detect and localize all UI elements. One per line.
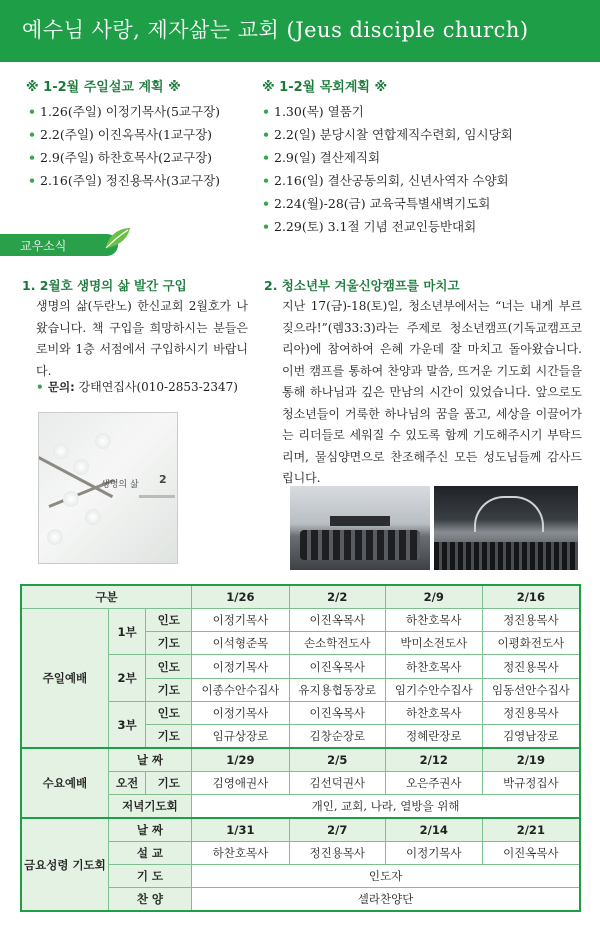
table-cell: 하찬호목사 bbox=[385, 701, 482, 724]
list-item: • 2.16(일) 결산공동의회, 신년사역자 수양회 bbox=[262, 169, 513, 192]
news-item1-contact bbox=[36, 378, 238, 395]
table-cell: 박미소전도사 bbox=[385, 632, 482, 655]
table-row bbox=[21, 818, 580, 841]
pastoral-plan-title: ※ 1-2월 목회계획 ※ bbox=[262, 80, 388, 95]
worship-schedule-table bbox=[20, 584, 581, 912]
service-name: 1부 bbox=[108, 608, 146, 655]
header-date: 2/9 bbox=[385, 585, 482, 608]
evening-text: 개인, 교회, 나라, 열방을 위해 bbox=[192, 795, 580, 818]
list-item: • 2.16(주일) 정진용목사(3교구장) bbox=[28, 169, 220, 192]
table-cell: 이정기목사 bbox=[385, 841, 482, 864]
table-cell: 이진옥목사 bbox=[289, 608, 385, 631]
table-cell: 이정기목사 bbox=[192, 608, 290, 631]
magazine-cover-image bbox=[38, 412, 178, 564]
date-label: 날 짜 bbox=[108, 818, 191, 841]
table-cell: 이평화전도사 bbox=[482, 632, 580, 655]
photo-banner-shape bbox=[330, 516, 390, 526]
table-cell: 정진용목사 bbox=[482, 701, 580, 724]
table-cell: 정진용목사 bbox=[289, 841, 385, 864]
morning-label: 오전 bbox=[108, 771, 146, 794]
table-cell: 김창순장로 bbox=[289, 725, 385, 748]
table-row bbox=[21, 748, 580, 771]
blossom-shape bbox=[47, 529, 63, 545]
list-item: • 2.2(주일) 이진옥목사(1교구장) bbox=[28, 123, 220, 146]
table-cell: 손소학전도사 bbox=[289, 632, 385, 655]
table-cell: 하찬호목사 bbox=[192, 841, 290, 864]
sermon-plan-title: ※ 1-2월 주일설교 계획 ※ bbox=[26, 80, 181, 95]
wednesday-date: 1/29 bbox=[192, 748, 290, 771]
role-label: 기도 bbox=[146, 725, 192, 748]
table-cell: 이정기목사 bbox=[192, 701, 290, 724]
header-date: 2/2 bbox=[289, 585, 385, 608]
blossom-shape bbox=[63, 491, 79, 507]
table-cell: 박규정집사 bbox=[482, 771, 580, 794]
table-cell: 임동선안수집사 bbox=[482, 678, 580, 701]
evening-label: 저녁기도회 bbox=[108, 795, 191, 818]
friday-label: 금요성령 기도회 bbox=[21, 818, 108, 911]
news-banner bbox=[0, 234, 118, 256]
list-item: • 2.29(토) 3.1절 기념 전교인등반대회 bbox=[262, 215, 513, 238]
news-item2-title: 2. 청소년부 겨울신앙캠프를 마치고 bbox=[264, 278, 460, 293]
list-item: • 1.30(목) 열품기 bbox=[262, 100, 513, 123]
news-item1-title: 1. 2월호 생명의 삶 발간 구입 bbox=[22, 278, 187, 293]
blossom-shape bbox=[95, 433, 111, 449]
blossom-shape bbox=[53, 443, 69, 459]
role-label: 기도 bbox=[146, 632, 192, 655]
praise-text: 셀라찬양단 bbox=[192, 888, 580, 911]
header-date: 1/26 bbox=[192, 585, 290, 608]
header-category: 구분 bbox=[21, 585, 192, 608]
photo-people-shape bbox=[300, 530, 420, 560]
church-title: 예수님 사랑, 제자삶는 교회 (Jeus disciple church) bbox=[22, 18, 529, 42]
list-item: • 2.9(주일) 하찬호목사(2교구장) bbox=[28, 146, 220, 169]
table-cell: 이석형준목 bbox=[192, 632, 290, 655]
table-cell: 이진옥목사 bbox=[289, 701, 385, 724]
friday-date: 2/21 bbox=[482, 818, 580, 841]
table-cell: 하찬호목사 bbox=[385, 608, 482, 631]
date-label: 날 짜 bbox=[108, 748, 191, 771]
table-cell: 오은주권사 bbox=[385, 771, 482, 794]
table-cell: 이정기목사 bbox=[192, 655, 290, 678]
camp-group-photo bbox=[290, 486, 430, 570]
friday-date: 2/7 bbox=[289, 818, 385, 841]
header-date: 2/16 bbox=[482, 585, 580, 608]
magazine-issue: 2 bbox=[159, 473, 167, 486]
photo-stage-shape bbox=[474, 496, 544, 532]
contact-label: 문의: bbox=[47, 380, 75, 394]
role-label: 인도 bbox=[146, 608, 192, 631]
sermon-plan-list bbox=[28, 100, 220, 192]
magazine-rule bbox=[139, 495, 175, 498]
praise-label: 찬 양 bbox=[108, 888, 191, 911]
table-cell: 김영애권사 bbox=[192, 771, 290, 794]
table-cell: 이종수안수집사 bbox=[192, 678, 290, 701]
prayer-text: 인도자 bbox=[192, 865, 580, 888]
table-cell: 김영남장로 bbox=[482, 725, 580, 748]
news-label: 교우소식 bbox=[20, 239, 67, 253]
table-cell: 정혜란장로 bbox=[385, 725, 482, 748]
list-item: • 2.2(일) 분당시찰 연합제직수련회, 임시당회 bbox=[262, 123, 513, 146]
service-name: 3부 bbox=[108, 701, 146, 748]
header-banner bbox=[0, 0, 600, 62]
table-cell: 이진옥목사 bbox=[482, 841, 580, 864]
role-label: 기도 bbox=[146, 678, 192, 701]
role-label: 인도 bbox=[146, 655, 192, 678]
wednesday-label: 수요예배 bbox=[21, 748, 108, 818]
blossom-shape bbox=[85, 509, 101, 525]
table-cell: 정진용목사 bbox=[482, 608, 580, 631]
table-cell: 유지용협동장로 bbox=[289, 678, 385, 701]
sunday-label: 주일예배 bbox=[21, 608, 108, 748]
prayer-label: 기 도 bbox=[108, 865, 191, 888]
bullet-icon: • bbox=[36, 380, 48, 394]
table-row bbox=[21, 608, 580, 631]
list-item: • 2.24(월)-28(금) 교육국특별새벽기도회 bbox=[262, 192, 513, 215]
service-name: 2부 bbox=[108, 655, 146, 702]
friday-date: 1/31 bbox=[192, 818, 290, 841]
table-cell: 정진용목사 bbox=[482, 655, 580, 678]
pastoral-plan-list bbox=[262, 100, 513, 238]
blossom-shape bbox=[73, 459, 89, 475]
sermon-label: 설 교 bbox=[108, 841, 191, 864]
role-label: 기도 bbox=[146, 771, 192, 794]
table-cell: 김선덕권사 bbox=[289, 771, 385, 794]
news-item2-body: 지난 17(금)-18(토)일, 청소년부에서는 “너는 내게 부르짖으라!”(렘33:3)라는 주제로 청소년캠프(기독교캠프코리아)에 참여하여 은혜 가운데 잘 마치고 돌아왔습니다. 이번 캠프를 통하여 찬양과 말씀, 뜨거운 기도회 시간들을 통해 하나님과 깊은 만남의 시간이 있었습니다. 앞으로도 청소년들이 거룩한 하나님의 꿈을 품고, 세상을 이끌어가는 리더들로 세워질 수 있도록 함께 기도해주시기 부탁드리며, 물심양면으로 찬조해주신 모든 성도님들께 감사드립니다. bbox=[282, 299, 582, 485]
list-item: • 1.26(주일) 이정기목사(5교구장) bbox=[28, 100, 220, 123]
list-item: • 2.9(일) 결산제직회 bbox=[262, 146, 513, 169]
friday-date: 2/14 bbox=[385, 818, 482, 841]
leaf-icon bbox=[104, 226, 132, 250]
role-label: 인도 bbox=[146, 701, 192, 724]
news-item1-body: 생명의 삶(두란노) 한신교회 2월호가 나왔습니다. 책 구입을 희망하시는 분들은 로비와 1층 서점에서 구입하시기 바랍니다. bbox=[36, 299, 248, 378]
wednesday-date: 2/12 bbox=[385, 748, 482, 771]
wednesday-date: 2/5 bbox=[289, 748, 385, 771]
camp-stage-photo bbox=[434, 486, 578, 570]
table-cell: 임기수안수집사 bbox=[385, 678, 482, 701]
photo-crowd-shape bbox=[434, 542, 578, 570]
table-cell: 하찬호목사 bbox=[385, 655, 482, 678]
table-cell: 임규상장로 bbox=[192, 725, 290, 748]
contact-value: 강태연집사(010-2853-2347) bbox=[78, 380, 238, 394]
table-row bbox=[21, 585, 580, 608]
table-cell: 이진옥목사 bbox=[289, 655, 385, 678]
magazine-brand: 생명의 삶 bbox=[101, 480, 139, 490]
wednesday-date: 2/19 bbox=[482, 748, 580, 771]
